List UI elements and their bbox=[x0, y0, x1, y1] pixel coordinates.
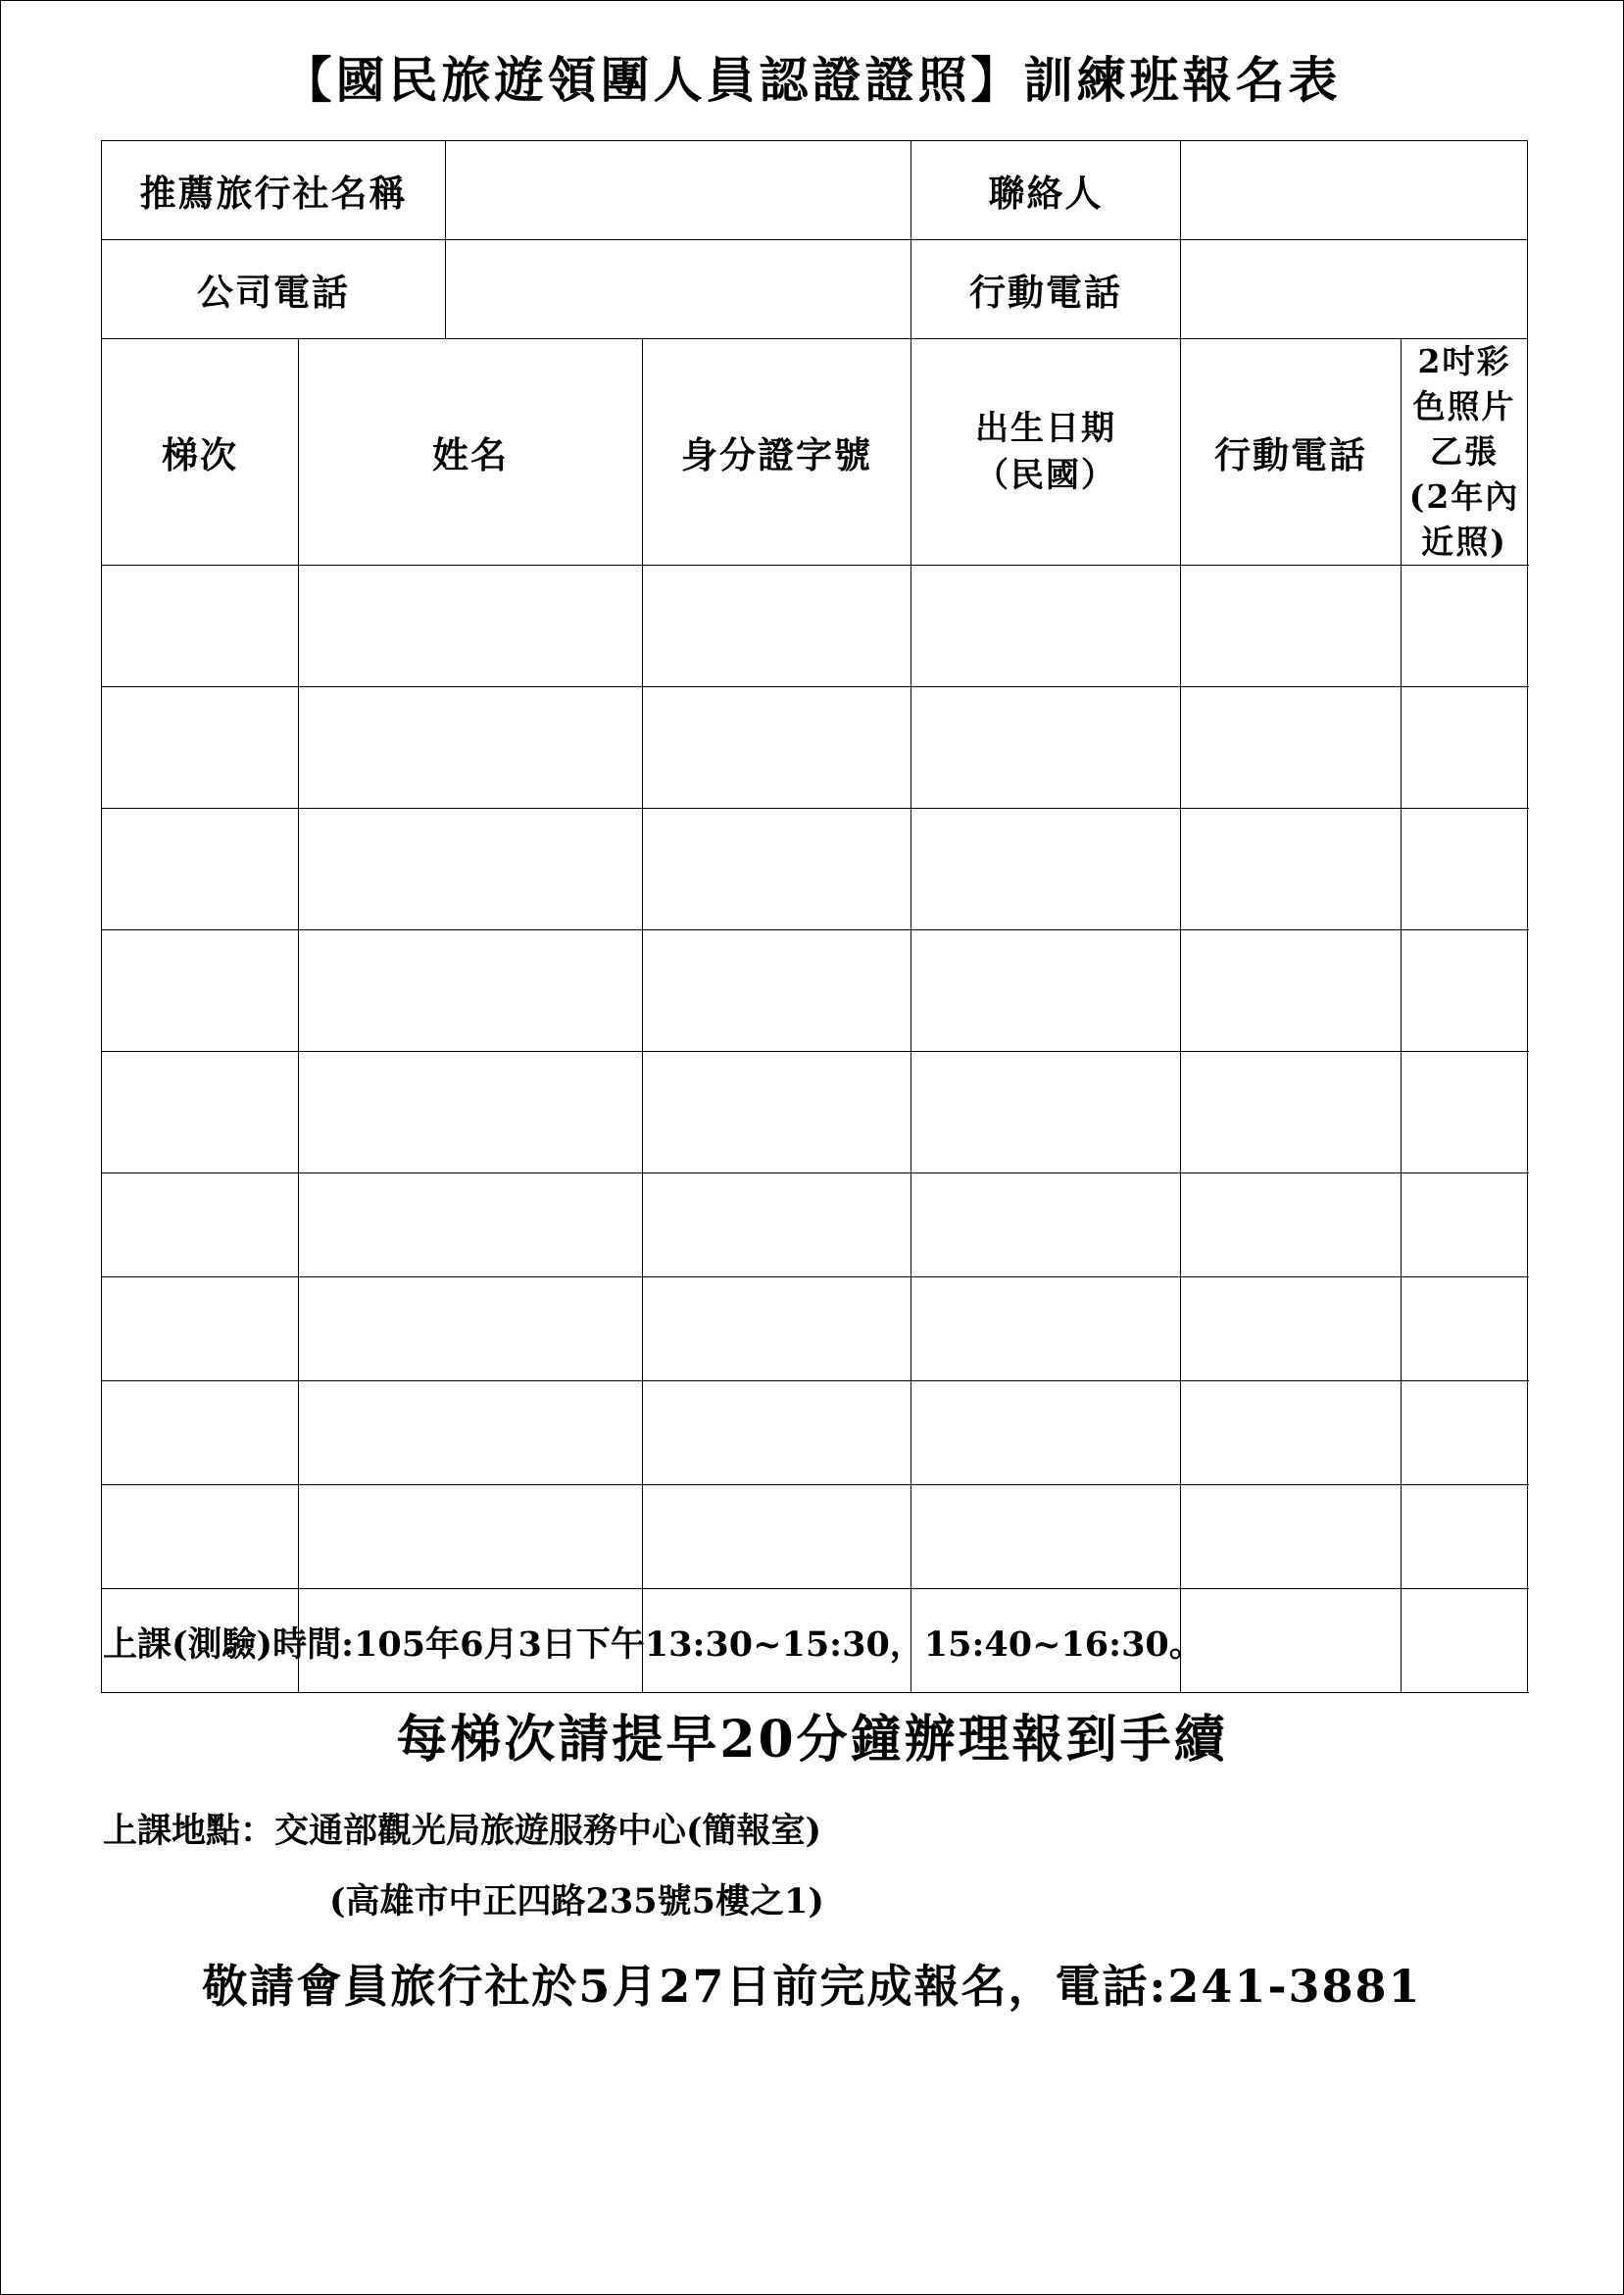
contact-field[interactable] bbox=[1181, 141, 1528, 240]
col-name: 姓名 bbox=[299, 339, 643, 566]
cell-photo[interactable] bbox=[1402, 687, 1528, 809]
cell-birth-date[interactable] bbox=[911, 1277, 1181, 1381]
cell-id-number[interactable] bbox=[643, 1381, 911, 1485]
col-id-number: 身分證字號 bbox=[643, 339, 911, 566]
cell-session[interactable] bbox=[102, 1277, 299, 1381]
cell-name[interactable] bbox=[299, 1485, 643, 1589]
cell-session[interactable] bbox=[102, 930, 299, 1052]
cell-mobile[interactable] bbox=[1181, 1173, 1402, 1277]
cell-id-number[interactable] bbox=[643, 1052, 911, 1173]
col-photo-line2: 乙張 bbox=[1430, 432, 1499, 471]
cell-session[interactable] bbox=[102, 1485, 299, 1589]
cell-session[interactable] bbox=[102, 566, 299, 687]
table-row bbox=[102, 930, 1528, 1052]
cell-name[interactable] bbox=[299, 1381, 643, 1485]
cell-birth-date[interactable] bbox=[911, 809, 1181, 930]
cell-birth-date[interactable] bbox=[911, 566, 1181, 687]
cell-name[interactable] bbox=[299, 930, 643, 1052]
cell-mobile[interactable] bbox=[1181, 930, 1402, 1052]
table-row bbox=[102, 687, 1528, 809]
cell-id-number[interactable] bbox=[643, 687, 911, 809]
cell-mobile[interactable] bbox=[1181, 687, 1402, 809]
col-photo-line3: (2年內近照) bbox=[1408, 477, 1520, 561]
cell-birth-date[interactable] bbox=[911, 930, 1181, 1052]
venue-address: (高雄市中正四路235號5樓之1) bbox=[329, 1881, 824, 1921]
cell-session[interactable] bbox=[102, 687, 299, 809]
cell-session[interactable] bbox=[102, 809, 299, 930]
early-checkin-note: 每梯次請提早20分鐘辦理報到手續 bbox=[396, 1710, 1228, 1770]
table-row bbox=[102, 1052, 1528, 1173]
col-birth-date-line1: 出生日期 bbox=[975, 409, 1116, 448]
cell-id-number[interactable] bbox=[643, 809, 911, 930]
col-birth-date bbox=[911, 339, 1181, 566]
cell-mobile[interactable] bbox=[1181, 566, 1402, 687]
cell-id-number[interactable] bbox=[643, 566, 911, 687]
table-row bbox=[102, 566, 1528, 687]
table-row bbox=[102, 1277, 1528, 1381]
cell-photo[interactable] bbox=[1402, 566, 1528, 687]
cell-photo[interactable] bbox=[1402, 1485, 1528, 1589]
registration-table bbox=[101, 140, 1528, 1693]
cell-name[interactable] bbox=[299, 566, 643, 687]
cell-birth-date[interactable] bbox=[911, 687, 1181, 809]
contact-label: 聯絡人 bbox=[911, 141, 1181, 240]
cell-id-number[interactable] bbox=[643, 930, 911, 1052]
col-birth-date-line2: （民國） bbox=[975, 456, 1116, 495]
cell-mobile[interactable] bbox=[1181, 1381, 1402, 1485]
cell-photo[interactable] bbox=[1402, 1381, 1528, 1485]
header-row-phone bbox=[102, 240, 1528, 339]
table-row bbox=[102, 809, 1528, 930]
cell-photo[interactable] bbox=[1402, 1277, 1528, 1381]
cell-birth-date[interactable] bbox=[911, 1485, 1181, 1589]
mobile-phone-label: 行動電話 bbox=[911, 240, 1181, 339]
cell-mobile[interactable] bbox=[1181, 809, 1402, 930]
class-time-note: 上課(測驗)時間:105年6月3日下午13:30~15:30，15:40~16:30。 bbox=[103, 1624, 1204, 1665]
cell-mobile[interactable] bbox=[1181, 1277, 1402, 1381]
cell-session[interactable] bbox=[102, 1381, 299, 1485]
cell-name[interactable] bbox=[299, 809, 643, 930]
cell-photo[interactable] bbox=[1402, 1173, 1528, 1277]
column-header-row bbox=[102, 339, 1528, 566]
deadline-note: 敬請會員旅行社於5月27日前完成報名，電話:241-3881 bbox=[202, 1960, 1422, 2013]
cell-name[interactable] bbox=[299, 1277, 643, 1381]
table-row bbox=[102, 1173, 1528, 1277]
header-row-agency bbox=[102, 141, 1528, 240]
col-photo bbox=[1402, 339, 1528, 566]
cell-mobile[interactable] bbox=[1181, 1052, 1402, 1173]
agency-name-label: 推薦旅行社名稱 bbox=[102, 141, 446, 240]
cell-id-number[interactable] bbox=[643, 1485, 911, 1589]
cell-name[interactable] bbox=[299, 1173, 643, 1277]
cell-mobile[interactable] bbox=[1181, 1589, 1402, 1693]
col-mobile: 行動電話 bbox=[1181, 339, 1402, 566]
company-phone-field[interactable] bbox=[446, 240, 911, 339]
venue-note: 上課地點：交通部觀光局旅遊服務中心(簡報室) bbox=[103, 1811, 822, 1851]
company-phone-label: 公司電話 bbox=[102, 240, 446, 339]
col-session: 梯次 bbox=[102, 339, 299, 566]
cell-photo[interactable] bbox=[1402, 809, 1528, 930]
cell-mobile[interactable] bbox=[1181, 1485, 1402, 1589]
cell-photo[interactable] bbox=[1402, 930, 1528, 1052]
cell-session[interactable] bbox=[102, 1173, 299, 1277]
table-row bbox=[102, 1381, 1528, 1485]
cell-photo[interactable] bbox=[1402, 1589, 1528, 1693]
cell-name[interactable] bbox=[299, 1052, 643, 1173]
cell-birth-date[interactable] bbox=[911, 1381, 1181, 1485]
cell-birth-date[interactable] bbox=[911, 1173, 1181, 1277]
cell-session[interactable] bbox=[102, 1052, 299, 1173]
cell-id-number[interactable] bbox=[643, 1173, 911, 1277]
form-title: 【國民旅遊領團人員認證證照】訓練班報名表 bbox=[282, 51, 1342, 109]
agency-name-field[interactable] bbox=[446, 141, 911, 240]
col-photo-line1: 2吋彩色照片 bbox=[1412, 342, 1516, 425]
table-row bbox=[102, 1485, 1528, 1589]
mobile-phone-field[interactable] bbox=[1181, 240, 1528, 339]
cell-birth-date[interactable] bbox=[911, 1052, 1181, 1173]
cell-photo[interactable] bbox=[1402, 1052, 1528, 1173]
cell-id-number[interactable] bbox=[643, 1277, 911, 1381]
cell-name[interactable] bbox=[299, 687, 643, 809]
